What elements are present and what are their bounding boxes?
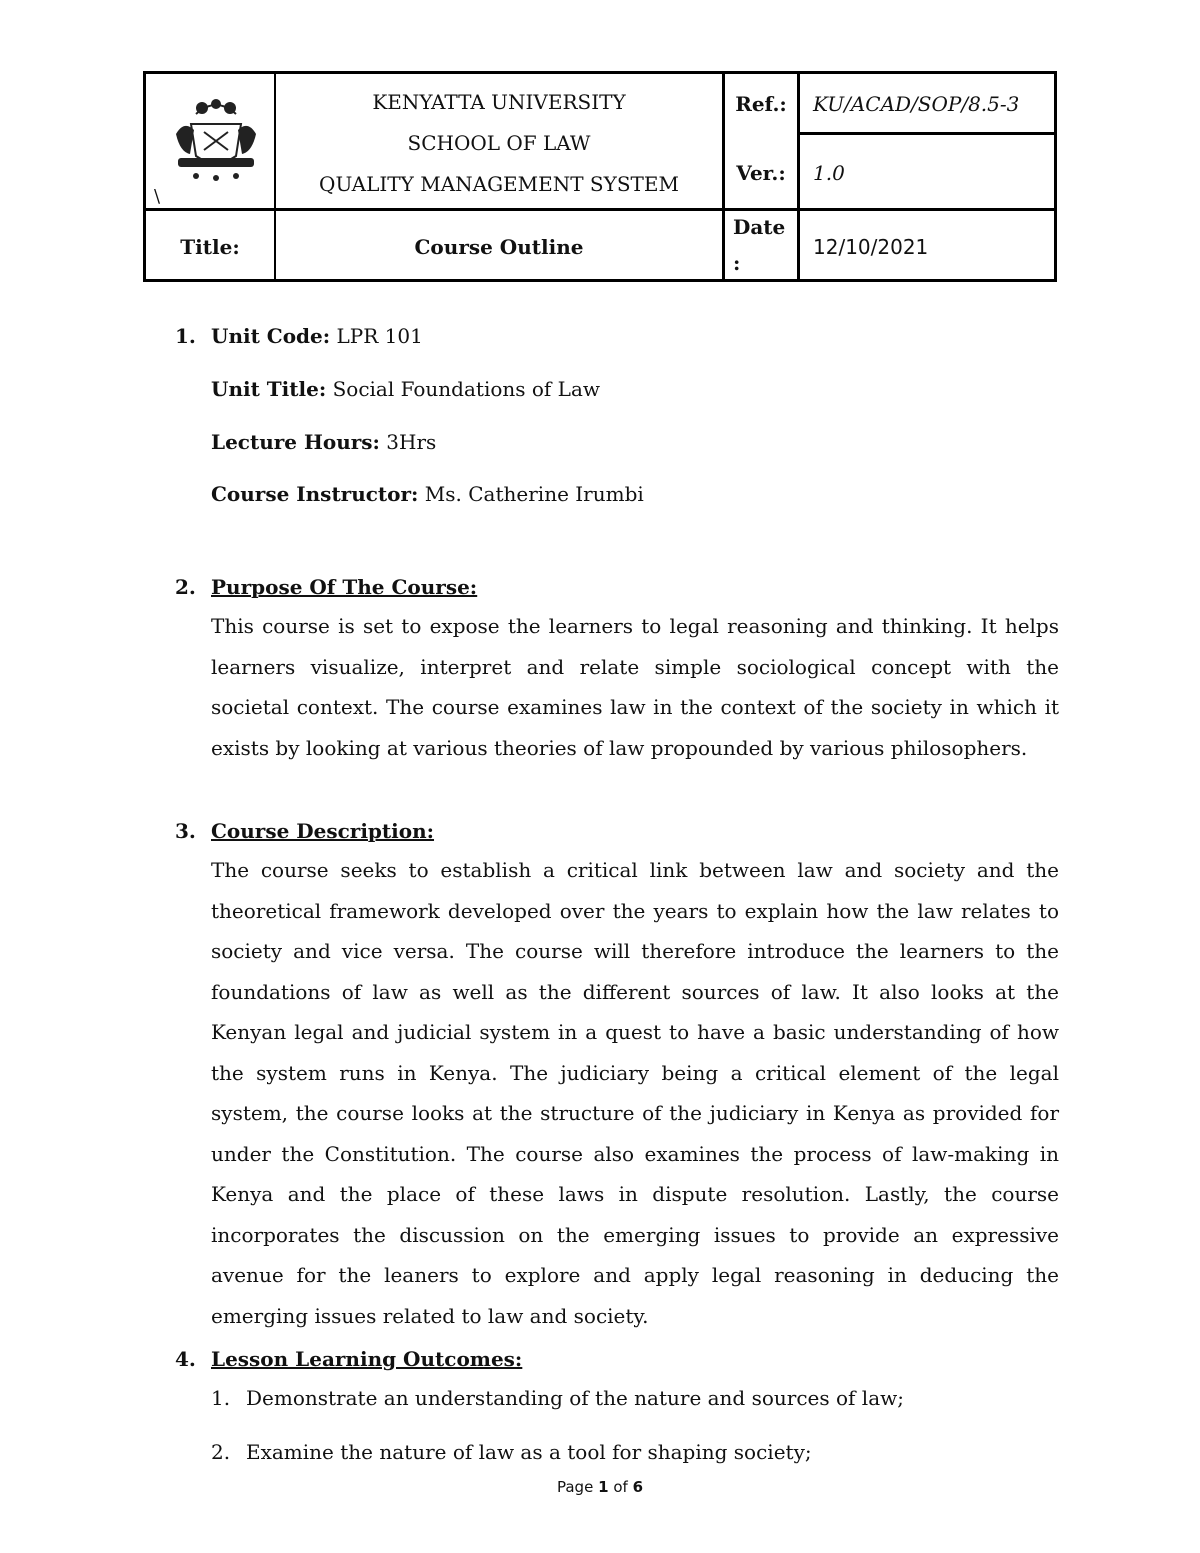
unit-title-row bbox=[211, 377, 600, 401]
unit-title-value: Social Foundations of Law bbox=[332, 377, 601, 401]
outcomes-heading: Lesson Learning Outcomes: bbox=[211, 1347, 523, 1371]
unit-code-row bbox=[211, 324, 423, 348]
page-number: 1 bbox=[598, 1478, 609, 1496]
of-word: of bbox=[613, 1478, 628, 1496]
header-table bbox=[143, 71, 1057, 282]
backslash-mark: \ bbox=[154, 186, 161, 207]
outcome-item: Demonstrate an understanding of the nature and sources of law; bbox=[246, 1386, 904, 1410]
page-total: 6 bbox=[632, 1478, 643, 1496]
page-word: Page bbox=[556, 1478, 594, 1496]
date-label: Date bbox=[733, 215, 786, 239]
outcome-number: 1. bbox=[211, 1386, 231, 1410]
description-heading: Course Description: bbox=[211, 819, 435, 843]
instructor-row bbox=[211, 482, 644, 506]
instructor-label: Course Instructor: bbox=[211, 482, 419, 506]
section-4-number: 4. bbox=[175, 1347, 196, 1371]
page-footer bbox=[0, 1478, 1200, 1496]
version-value: 1.0 bbox=[813, 161, 845, 185]
ref-value: KU/ACAD/SOP/8.5-3 bbox=[813, 92, 1020, 116]
version-label: Ver.: bbox=[736, 161, 786, 185]
unit-title-label: Unit Title: bbox=[211, 377, 327, 401]
outcome-number: 2. bbox=[211, 1440, 231, 1464]
university-name: KENYATTA UNIVERSITY bbox=[372, 90, 626, 114]
date-label-colon: : bbox=[733, 251, 741, 275]
section-1-number: 1. bbox=[175, 324, 196, 348]
unit-code-label: Unit Code: bbox=[211, 324, 331, 348]
date-value: 12/10/2021 bbox=[813, 235, 929, 259]
school-name: SCHOOL OF LAW bbox=[407, 131, 591, 155]
lecture-hours-row bbox=[211, 430, 436, 454]
section-3-number: 3. bbox=[175, 819, 196, 843]
title-value: Course Outline bbox=[414, 235, 584, 259]
ref-label: Ref.: bbox=[735, 92, 787, 116]
title-label: Title: bbox=[180, 235, 240, 259]
system-name: QUALITY MANAGEMENT SYSTEM bbox=[319, 172, 679, 196]
unit-code-value: LPR 101 bbox=[336, 324, 423, 348]
outcome-item: Examine the nature of law as a tool for shaping society; bbox=[246, 1440, 812, 1464]
purpose-heading: Purpose Of The Course: bbox=[211, 575, 478, 599]
lecture-hours-value: 3Hrs bbox=[386, 430, 437, 454]
purpose-text: This course is set to expose the learners to legal reasoning and thinking. It helps learners visualize, interpret and relate simple sociological concept with the societal context. The course examines law in the context of the society in which it exists by looking at various theories of law propounded by various philosophers. bbox=[211, 614, 1059, 760]
section-2-number: 2. bbox=[175, 575, 196, 599]
description-text: The course seeks to establish a critical link between law and society and the theoretical framework developed over the years to explain how the law relates to society and vice versa. The course will therefore introduce the learners to the foundations of law as well as the different sources of law. It also looks at the Kenyan legal and judicial system in a quest to have a basic understanding of how the system runs in Kenya. The judiciary being a critical element of the legal system, the course looks at the structure of the judiciary in Kenya as provided for under the Constitution. The course also examines the process of law-making in Kenya and the place of these laws in dispute resolution. Lastly, the course incorporates the discussion on the emerging issues to provide an expressive avenue for the leaners to explore and apply legal reasoning in deducing the emerging issues related to law and society. bbox=[211, 858, 1059, 1328]
instructor-value: Ms. Catherine Irumbi bbox=[424, 482, 644, 506]
university-crest-logo bbox=[166, 94, 266, 184]
lecture-hours-label: Lecture Hours: bbox=[211, 430, 380, 454]
